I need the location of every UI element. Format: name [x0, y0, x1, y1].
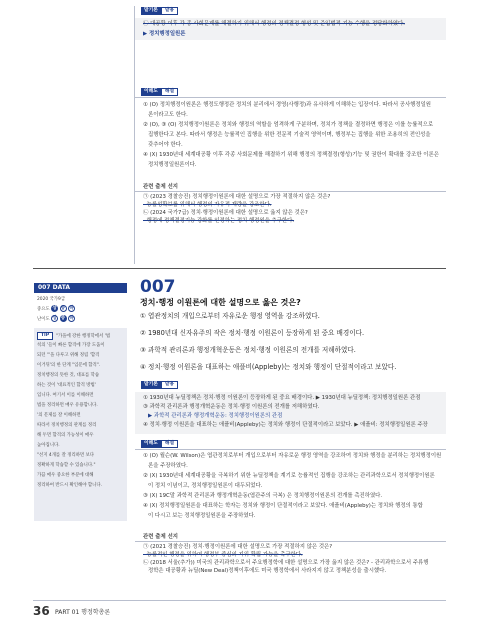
sec3-line: ② (X) 1930년대 세계대공황을 극복하기 위한 뉴딜정책을 계기로 능률적인 집행을 강조하는 관리과학으로서 정치행정이원론: [143, 473, 435, 479]
level-low-icon: 하: [69, 316, 74, 321]
top-intro-text: ㉡ 대공황 이후 각 종 사회문제를 해결하기 위해서 행정의 정책결정·형성 및 준입법적 기능 수행을 정당화하였다.: [143, 21, 405, 27]
question-option: ① 엽관정치의 개입으로부터 자유로운 행정 영역을 강조하였다.: [140, 312, 320, 320]
sec1-line: 갖추어야 한다.: [148, 142, 183, 148]
tip-line: 이거뒤'의 한 단계 "입문에 합격".: [37, 363, 101, 368]
tip-line: "가을에 강한 행정학에서 '법: [56, 334, 111, 339]
top-tag: [141, 7, 178, 15]
sidebar-data-header: [34, 283, 127, 293]
sec1-line: ② (O), ③ (O) 정치행정이원론은 정치와 행정의 역할을 엄격하게 구분하며, 정치가 정책을 결정하면 행정은 이를 능률적으로: [143, 122, 434, 128]
tip-badge: TIP: [37, 332, 53, 340]
level-high-icon: 상: [52, 316, 57, 321]
related1-line: - 행정에 정책결정기능 강화를 인정하는 정치·행정원을 추구한다.: [143, 218, 295, 224]
related2-line: - 능률적인 행정을 위하여 행정부 중심의 지위 확립 가능을 촉구한다.: [143, 552, 303, 558]
sec2-line: ① 1930년대 뉴딜정책은 정치·행정 이원론이 등장하게 된 중요 배경이다. ▶ 1930년대 뉴딜정책: 정치행정일원론 관점: [143, 395, 421, 401]
top-tag-label-a: 말기론: [141, 7, 161, 15]
sec1-line: ④ (X) 1930년대 세계대공황 이후 각종 사회문제를 해결하기 위해 행정의 정책결정(형성)기능 및 권한이 확대를 강조한 이론은: [143, 152, 439, 158]
importance-high-icon: 상: [52, 306, 57, 311]
sec1-tag-label-b: 해설: [161, 88, 178, 96]
related1-line: - 능률성확보를 위해서 행정의 자유적 재량을 강조한다.: [143, 202, 272, 208]
related2-line: 정학은 대공황과 뉴딜(New Deal)정책이후에도 미국 행정학에서 사라지지 않고 정책분성을 출시했다.: [148, 568, 387, 574]
sidebar-data-label: DATA: [52, 284, 71, 291]
sec1-tag: [141, 88, 178, 96]
sidebar-year: 2020 국가9급: [37, 297, 66, 302]
top-link: ▶ 정치행정일원론: [143, 31, 186, 37]
sidebar-difficulty-label: 중요도: [37, 307, 50, 312]
tip-line: 정리하여 반드시 확인해야 합니다.: [37, 483, 102, 488]
sidebar-level-label: 난이도: [37, 317, 50, 322]
sec2-tag: [141, 381, 178, 389]
tip-line: "선지 4개를 잘 정리하면 보다: [37, 453, 95, 458]
sec1-rule: [135, 97, 446, 98]
importance-low-icon: 하: [69, 306, 74, 311]
sec3-tag-label-b: 해설: [161, 440, 178, 448]
sec3-tag-label-a: 이해도: [141, 440, 161, 448]
top-tag-label-b: 말용: [161, 7, 178, 15]
sec3-line: ④ (X) 정치행정일원론을 대표하는 학자는 정치와 행정이 단절적이라고 보았다. 애플비(Appleby)는 정치와 행정의 통합: [143, 503, 423, 509]
related2-line: ㉡ (2018 서울(추가)) 미국의 관리과학으로서 주요행정학에 대한 설명으로 가장 옳지 않은 것은? - 관리과학으로서 주류행: [143, 560, 429, 566]
tip-line: 입니다. 여기서 이를 이해하면: [37, 393, 94, 398]
level-mid-icon: 중: [60, 316, 66, 321]
sec1-tag-label-a: 이해도: [141, 88, 161, 96]
sidebar-difficulty-row: [37, 305, 75, 313]
tip-line: 법을 정리하면 매우 유용합니다.: [37, 403, 98, 408]
sidebar-level-row: [37, 315, 75, 323]
tip-line: 높아집니다.: [37, 443, 60, 448]
sec3-rule: [135, 449, 446, 450]
tip-line: 정치행정의 뜻한 것, 대표를 학습: [37, 373, 100, 378]
related2-rule: [135, 541, 446, 542]
question-option: ② 1980년대 신자유주의 작은 정치·행정 이원론이 등장하게 된 중요 배경이다.: [140, 329, 365, 337]
related1-line: ㉡ (2024 국가7급) 정치·행정이원론에 대한 설명으로 옳지 않은 것은?: [143, 210, 308, 216]
sec2-tag-label-a: 말기론: [141, 381, 161, 389]
related2-header: 관련 출제 선지: [143, 534, 178, 540]
sec2-line: ▶ 과학적 관리론과 행정개혁운동: 정치행정이원론의 관점: [148, 413, 283, 419]
footer-rule: [33, 600, 446, 601]
question-text: 정치·행정 이원론에 대한 설명으로 옳은 것은?: [140, 298, 301, 307]
sec2-line: ④ 정치·행정 이원론을 대표하는 애플비(Appleby)는 정치와 행정이 단절적이라고 보았다. ▶ 애플비: 정치행정일원론 주장: [143, 422, 428, 428]
sec2-line: ③ 과학적 관리론과 행정개혁운동은 정치·행정 이원론의 전개를 저해하였다.: [143, 404, 320, 410]
tip-line: 정확하게 학습할 수 있습니다.": [37, 463, 96, 468]
tip-line: '의 문제를 잘 이해하면: [37, 413, 81, 418]
tip-line: 따라서 정치행정의 관계를 정리: [37, 423, 97, 428]
related2-line: ㉠ (2021 경찰승진) 정치·행정이원론에 대한 설명으로 가장 적절하지 않은 것은?: [143, 544, 333, 550]
question-option: ③ 과학적 관리론과 행정개혁운동은 정치·행정 이원론의 전개를 저해하였다.: [140, 346, 356, 354]
tip-line: 해 두면 합격의 가능성이 매우: [37, 433, 94, 438]
question-number: 007: [140, 277, 176, 297]
tip-line: 가끔 매우 중요한 부분에 대해: [37, 473, 94, 478]
question-option: ④ 정치·행정 이원론을 대표하는 애플비(Appleby)는 정치와 행정이 단절적이라고 보았다.: [140, 363, 397, 371]
sec1-line: 집행한다고 본다. 따라서 행정은 능률적인 집행을 위한 전문적 기술적 영역이며, 행정부는 집행을 위한 조용히의 전인성을: [148, 132, 431, 138]
section-divider: [33, 268, 446, 269]
sec1-line: ① (O) 정치행정이원론은 행정도행정관 정치의 분리에서 경영(사행정)과 유사하게 이해하는 입장이다. 따라서 공사행정일원: [143, 102, 432, 108]
sec3-line: ③ (X) 19C말 과학적 관리론과 행정개혁운동(엽관주의 극복) 은 정치행정이원론의 전개를 촉진하였다.: [143, 493, 383, 499]
page-number: 36: [33, 604, 50, 618]
sec3-tag: [141, 440, 178, 448]
tip-line: 칙의 '들이 빠른 합격에 가장 도움이: [37, 343, 105, 348]
sec3-line: ① (O) 윌슨(W. Wilson)은 엽관정치로부터 개입으로부터 자유로운 행정 영역을 강조하여 정치와 행정을 분리하는 정치행정이원: [143, 453, 442, 459]
sec1-line: 정치행정일원론이다.: [148, 162, 197, 168]
sec3-line: 론을 주장하였다.: [148, 463, 188, 469]
tip-line: 되던 "'을 다루고 위해 정립 '합격: [37, 353, 100, 358]
sec3-line: 이 다시고 보는 정치행정일원론을 주장하였다.: [148, 513, 256, 519]
related1-line: ㉠ (2023 경찰승진) 정치행정이원론에 대한 설명으로 가장 적절하지 않은 것은?: [143, 194, 331, 200]
tip-line: 하는 것이 '대표적인 합격 방법': [37, 383, 96, 388]
related1-header: 관련 출제 선지: [143, 184, 178, 190]
related1-rule: [135, 191, 446, 192]
sidebar-data-number: 007: [38, 284, 51, 291]
page-part-label: PART 01 행정학총론: [55, 609, 111, 616]
sec2-tag-label-b: 말용: [161, 381, 178, 389]
importance-mid-icon: 중: [60, 306, 66, 311]
sec1-line: 론이라고도 한다.: [148, 112, 188, 118]
sec3-line: 이 정치 이념이고, 정치행정일원론이 대두되었다.: [148, 483, 263, 489]
top-left-rule: [134, 6, 135, 264]
